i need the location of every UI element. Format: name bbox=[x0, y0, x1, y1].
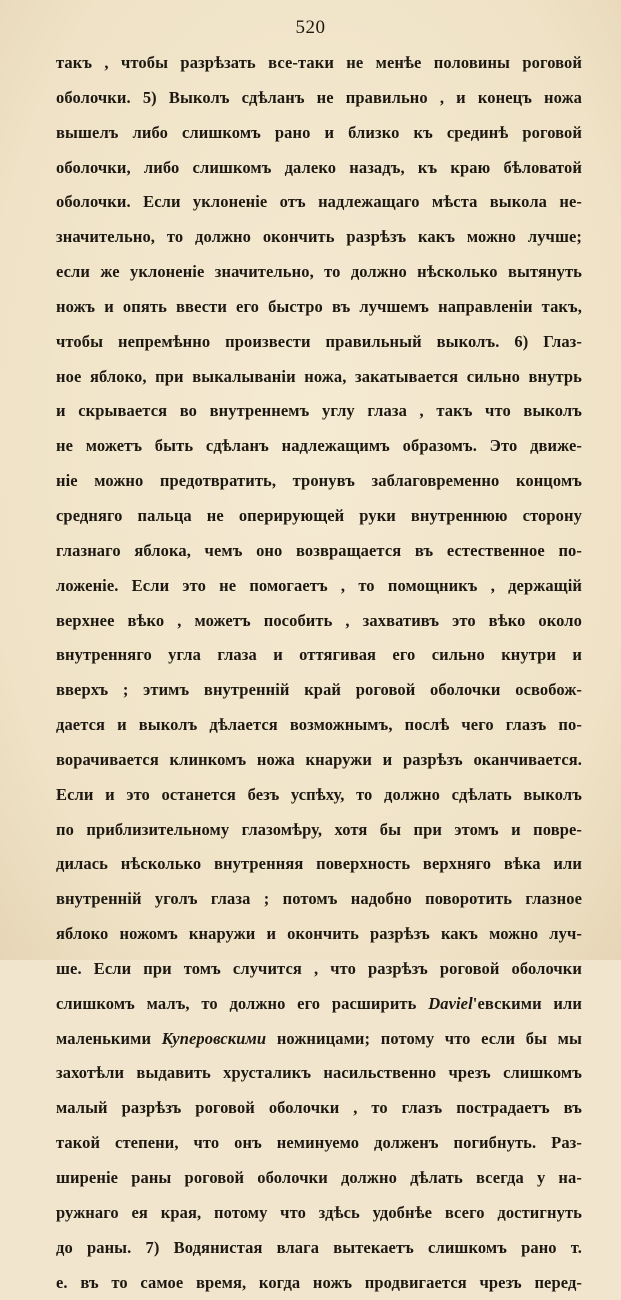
text-line: малый разрѣзъ роговой оболочки , то глазъ пострадаетъ въ bbox=[56, 1098, 582, 1118]
text-line: внутренняго угла глаза и оттягивая его сильно кнутри и bbox=[56, 645, 582, 665]
page-number: 520 bbox=[295, 17, 326, 38]
text-line: глазнаго яблока, чемъ оно возвращается въ естественное по- bbox=[56, 540, 582, 560]
text-span: ножницами; потому что если бы мы bbox=[266, 1028, 582, 1048]
text-span: 'евскими или bbox=[472, 993, 583, 1013]
text-line: дается и выколъ дѣлается возможнымъ, послѣ чего глазъ по- bbox=[56, 715, 582, 735]
text-line: и скрывается во внутреннемъ углу глаза , такъ что выколъ bbox=[56, 401, 582, 421]
text-line: ширеніе раны роговой оболочки должно дѣлать всегда у на- bbox=[56, 1168, 582, 1187]
text-line: яблоко ножомъ кнаружи и окончить разрѣзъ какъ можно луч- bbox=[56, 924, 582, 944]
italic-name: Daviel bbox=[428, 993, 473, 1013]
text-line: ное яблоко, при выкалываніи ножа, закатывается сильно внутрь bbox=[56, 366, 582, 386]
text-span: маленькими bbox=[56, 1028, 162, 1048]
text-line: внутренній уголъ глаза ; потомъ надобно поворотить глазное bbox=[56, 889, 582, 909]
body-text bbox=[56, 46, 582, 1300]
text-line: оболочки. 5) Выколъ сдѣланъ не правильно , и конецъ ножа bbox=[56, 87, 582, 107]
text-line: не можетъ быть сдѣланъ надлежащимъ образомъ. Это движе- bbox=[56, 436, 582, 456]
text-line: если же уклоненіе значительно, то должно нѣсколько вытянуть bbox=[56, 262, 582, 282]
text-line: ложеніе. Если это не помогаетъ , то помощникъ , держащій bbox=[56, 575, 582, 595]
text-line: ружнаго ея края, потому что здѣсь удобнѣе всего достигнуть bbox=[56, 1202, 582, 1222]
text-span: слишкомъ малъ, то должно его расширить bbox=[56, 993, 429, 1013]
text-line: верхнее вѣко , можетъ пособить , захвативъ это вѣко около bbox=[56, 610, 582, 630]
text-line: такъ , чтобы разрѣзать все-таки не менѣе половины роговой bbox=[56, 53, 582, 72]
text-line-with-italic bbox=[56, 987, 582, 1022]
text-line: ворачивается клинкомъ ножа кнаружи и разрѣзъ оканчивается. bbox=[56, 749, 582, 769]
text-line: значительно, то должно окончить разрѣзъ какъ можно лучше; bbox=[56, 227, 582, 247]
text-line: дилась нѣсколько внутренняя поверхность верхняго вѣка или bbox=[56, 854, 582, 874]
text-line: оболочки. Если уклоненіе отъ надлежащаго мѣста выкола не- bbox=[56, 192, 582, 212]
text-line: вышелъ либо слишкомъ рано и близко къ срединѣ роговой bbox=[56, 122, 582, 142]
text-line: по приблизительному глазомѣру, хотя бы при этомъ и повре- bbox=[56, 819, 582, 839]
text-line: е. въ то самое время, когда ножъ продвигается чрезъ перед- bbox=[56, 1272, 582, 1292]
text-line: такой степени, что онъ неминуемо долженъ погибнуть. Раз- bbox=[56, 1133, 582, 1153]
text-line: Если и это останется безъ успѣху, то должно сдѣлать выколъ bbox=[56, 784, 582, 804]
text-line: до раны. 7) Водянистая влага вытекаетъ слишкомъ рано т. bbox=[56, 1237, 582, 1257]
text-line: вверхъ ; этимъ внутренній край роговой оболочки освобож- bbox=[56, 680, 582, 700]
text-line: ніе можно предотвратить, тронувъ заблаговременно концомъ bbox=[56, 471, 582, 491]
italic-name: Куперовскими bbox=[161, 1028, 267, 1048]
text-line: захотѣли выдавить хрусталикъ насильственно чрезъ слишкомъ bbox=[56, 1063, 582, 1083]
text-line: ножъ и опять ввести его быстро въ лучшемъ направленіи такъ, bbox=[56, 296, 582, 316]
text-line: средняго пальца не оперирующей руки внутреннюю сторону bbox=[56, 505, 582, 525]
text-line: чтобы непремѣнно произвести правильный выколъ. 6) Глаз- bbox=[56, 331, 582, 351]
text-line: оболочки, либо слишкомъ далеко назадъ, къ краю бѣловатой bbox=[56, 157, 582, 177]
text-line-with-italic bbox=[56, 1022, 582, 1057]
text-line: ше. Если при томъ случится , что разрѣзъ роговой оболочки bbox=[56, 958, 582, 978]
